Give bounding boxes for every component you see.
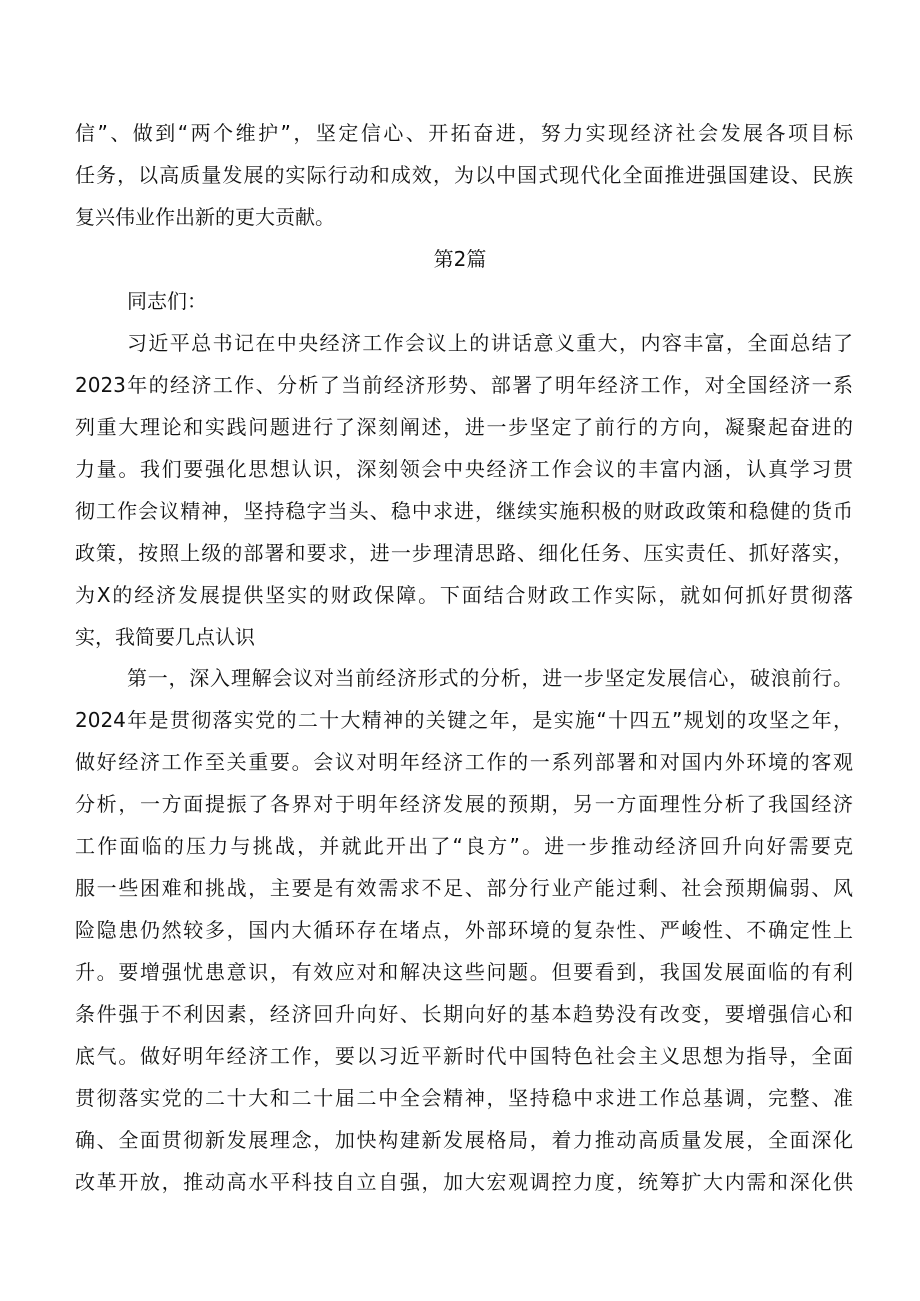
paragraph2-line-1: 第一，深入理解会议对当前经济形式的分析，进一步坚定发展信心，破浪前行。 <box>127 666 853 690</box>
paragraph2-line-7: 险隐患仍然较多，国内大循环存在堵点，外部环境的复杂性、严峻性、不确定性上 <box>75 918 853 942</box>
paragraph2-line-8: 升。要增强忧患意识，有效应对和解决这些问题。但要看到，我国发展面临的有利 <box>75 960 853 984</box>
paragraph2-line-13: 改革开放，推动高水平科技自立自强，加大宏观调控力度，统筹扩大内需和深化供 <box>75 1170 853 1194</box>
paragraph2-line-3: 做好经济工作至关重要。会议对明年经济工作的一系列部署和对国内外环境的客观 <box>75 750 853 774</box>
section-heading: 第2篇 <box>433 247 487 271</box>
paragraph2-line-2: 2024年是贯彻落实党的二十大精神的关键之年，是实施“十四五”规划的攻坚之年， <box>75 708 853 732</box>
paragraph2-line-6: 服一些困难和挑战，主要是有效需求不足、部分行业产能过剩、社会预期偏弱、风 <box>75 876 853 900</box>
paragraph2-line-4: 分析，一方面提振了各界对于明年经济发展的预期，另一方面理性分析了我国经济 <box>75 792 853 816</box>
paragraph1-line-5: 彻工作会议精神，坚持稳字当头、稳中求进，继续实施积极的财政政策和稳健的货币 <box>75 499 853 523</box>
paragraph1-line-7: 为X的经济发展提供坚实的财政保障。下面结合财政工作实际，就如何抓好贯彻落 <box>75 583 853 607</box>
paragraph2-line-10: 底气。做好明年经济工作，要以习近平新时代中国特色社会主义思想为指导，全面 <box>75 1044 853 1068</box>
paragraph1-line-4: 力量。我们要强化思想认识，深刻领会中央经济工作会议的丰富内涵，认真学习贯 <box>75 457 853 481</box>
paragraph1-line-6: 政策，按照上级的部署和要求，进一步理清思路、细化任务、压实责任、抓好落实， <box>75 541 853 565</box>
paragraph1-line-8: 实，我简要几点认识 <box>75 625 255 649</box>
paragraph1-line-3: 列重大理论和实践问题进行了深刻阐述，进一步坚定了前行的方向，凝聚起奋进的 <box>75 415 853 439</box>
paragraph2-line-9: 条件强于不利因素，经济回升向好、长期向好的基本趋势没有改变，要增强信心和 <box>75 1002 853 1026</box>
intro-line-1: 信”、做到“两个维护”，坚定信心、开拓奋进，努力实现经济社会发展各项目标 <box>75 121 853 145</box>
paragraph1-line-2: 2023年的经济工作、分析了当前经济形势、部署了明年经济工作，对全国经济一系 <box>75 373 853 397</box>
paragraph2-line-5: 工作面临的压力与挑战，并就此开出了“良方”。进一步推动经济回升向好需要克 <box>75 834 853 858</box>
paragraph1-line-1: 习近平总书记在中央经济工作会议上的讲话意义重大，内容丰富，全面总结了 <box>127 331 853 355</box>
intro-line-3: 复兴伟业作出新的更大贡献。 <box>75 205 335 229</box>
paragraph2-line-12: 确、全面贯彻新发展理念，加快构建新发展格局，着力推动高质量发展，全面深化 <box>75 1128 853 1152</box>
intro-line-2: 任务，以高质量发展的实际行动和成效，为以中国式现代化全面推进强国建设、民族 <box>75 163 853 187</box>
salutation: 同志们： <box>127 289 207 313</box>
paragraph2-line-11: 贯彻落实党的二十大和二十届二中全会精神，坚持稳中求进工作总基调，完整、准 <box>75 1086 853 1110</box>
